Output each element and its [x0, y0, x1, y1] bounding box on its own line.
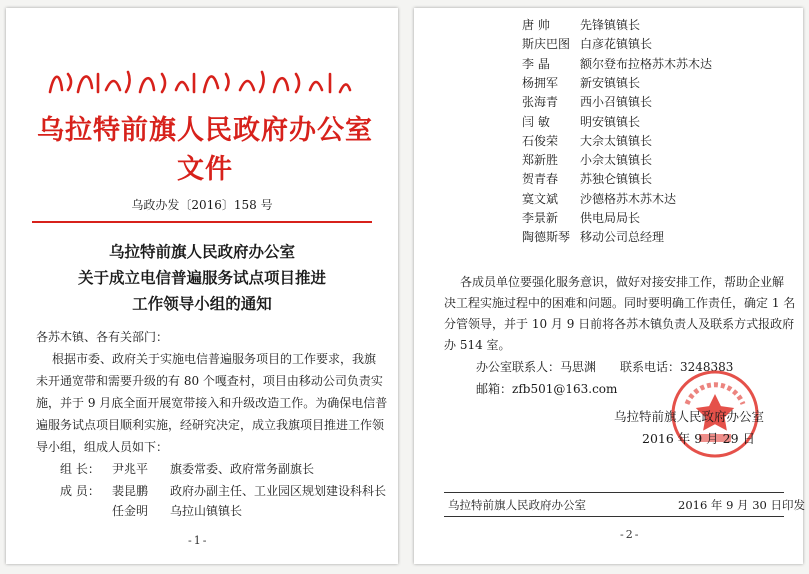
member-name: 任金明 [112, 504, 149, 518]
document-page-1 [6, 8, 398, 564]
notice-title-line-2: 关于成立电信普遍服务试点项目推进 [77, 268, 326, 287]
footer-rule-bottom [444, 516, 784, 517]
member-name: 唐 帅 [522, 18, 550, 32]
body-line: 遍服务试点项目顺利实施，经研究决定，成立我旗项目推进工作领 [36, 418, 385, 432]
notice-title-line-1: 乌拉特前旗人民政府办公室 [108, 242, 295, 261]
member-name: 闫 敏 [522, 114, 550, 129]
paragraph-line: 各成员单位要强化服务意识，做好对接安排工作，帮助企业解 [460, 275, 785, 289]
member-name: 贺青春 [522, 172, 559, 187]
footer-print-date: 2016 年 9 月 30 日印发 [678, 498, 805, 512]
paragraph-line: 分管领导，并于 10 月 9 日前将各苏木镇负责人及联系方式报政府 [444, 317, 795, 331]
member-name: 李 晶 [522, 56, 550, 71]
salutation: 各苏木镇、各有关部门： [36, 330, 169, 344]
member-title: 白彦花镇镇长 [580, 37, 653, 52]
page-number: -2- [620, 528, 641, 541]
body-line: 导小组，组成人员如下： [36, 440, 169, 454]
member-name: 李景新 [522, 211, 559, 225]
red-divider [32, 221, 372, 223]
leader-role: 组 长： [60, 462, 100, 476]
member-title: 额尔登布拉格苏木苏木达 [580, 56, 713, 71]
contact-email: 邮箱：zfb501@163.com [476, 382, 618, 396]
page-number: -1- [188, 534, 209, 547]
footer-rule-top [444, 492, 784, 493]
member-title: 西小召镇镇长 [580, 95, 653, 110]
document-number: 乌政办发〔2016〕158 号 [131, 198, 273, 212]
leader-name: 尹兆平 [112, 462, 149, 476]
member-name: 郑新胜 [522, 153, 559, 168]
footer-issuer: 乌拉特前旗人民政府办公室 [448, 498, 586, 512]
member-title: 供电局局长 [580, 211, 641, 225]
member-name: 陶德斯琴 [522, 230, 571, 245]
document-header-title: 乌拉特前旗人民政府办公室文件 [37, 115, 373, 185]
mongolian-script-header-icon [44, 66, 354, 96]
member-title: 移动公司总经理 [580, 230, 665, 245]
body-line: 未开通宽带和需要升级的有 80 个嘎查村，项目由移动公司负责实 [36, 374, 383, 388]
member-name: 石俊荣 [522, 133, 559, 148]
issue-date: 2016 年 9 月 29 日 [642, 431, 756, 446]
member-name: 裴昆鹏 [112, 484, 149, 498]
member-title: 沙德格苏木苏木达 [580, 191, 677, 206]
contact-person: 办公室联系人：马思渊 [476, 360, 597, 374]
member-name: 杨拥军 [522, 75, 559, 90]
member-title: 小佘太镇镇长 [580, 153, 653, 168]
member-name: 寞文斌 [522, 191, 559, 206]
paragraph-line: 办 514 室。 [444, 338, 511, 352]
contact-phone: 联系电话：3248383 [620, 360, 734, 374]
member-title: 大佘太镇镇长 [580, 133, 653, 148]
member-title: 政府办副主任、工业园区规划建设科科长 [170, 484, 387, 498]
body-line: 根据市委、政府关于实施电信普遍服务项目的工作要求，我旗 [52, 352, 377, 366]
paragraph-line: 决工程实施过程中的困难和问题。同时要明确工作责任，确定 1 名 [444, 296, 796, 310]
document-page-2 [414, 8, 803, 564]
notice-title-line-3: 工作领导小组的通知 [132, 294, 272, 313]
member-title: 先锋镇镇长 [580, 18, 641, 32]
member-title: 乌拉山镇镇长 [170, 504, 243, 518]
members-label: 成 员： [60, 484, 100, 498]
member-title: 新安镇镇长 [580, 75, 641, 90]
member-name: 张海青 [522, 95, 559, 110]
body-line: 施，并于 9 月底全面开展宽带接入和升级改造工作。为确保电信普 [36, 396, 388, 410]
member-title: 明安镇镇长 [580, 114, 641, 129]
member-title: 苏独仑镇镇长 [580, 172, 653, 187]
issuer-name: 乌拉特前旗人民政府办公室 [614, 409, 765, 424]
leader-title: 旗委常委、政府常务副旗长 [170, 462, 315, 476]
member-name: 斯庆巴图 [522, 37, 571, 52]
